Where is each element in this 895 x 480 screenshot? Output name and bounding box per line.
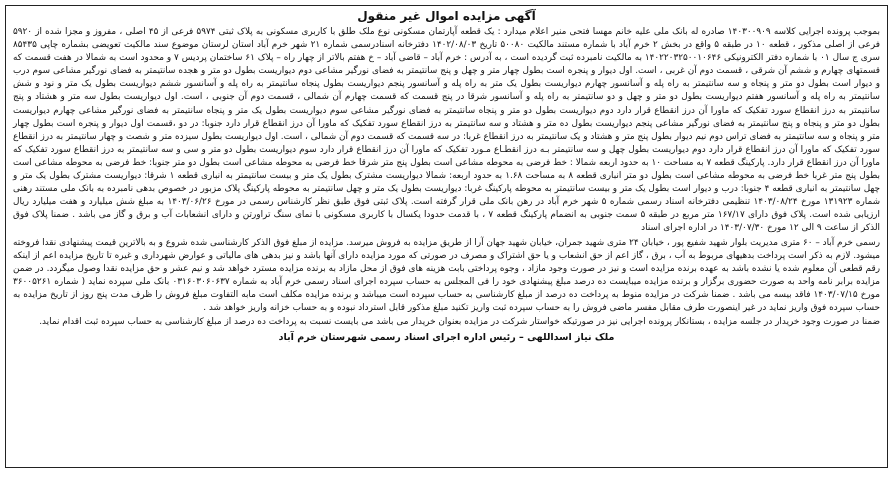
- auction-notice: [5, 5, 888, 468]
- notice-signature: ملک نیاز اسداللهی – رئیس اداره اجرای اسناد رسمی شهرستان خرم آباد: [278, 332, 615, 344]
- notice-paragraph-2: رسمی خرم آباد – ۶۰ متری مدیریت بلوار شهید شفیع پور ، خیابان ۲۴ متری شهید جمران، خیابان شهید جهان آرا از طریق مزایده به فروش میرسد. مزایده از مبلغ فوق الذکر کارشناسی شده شروع و به بالاترین قیمت پیشنهادی نقدا فروخته میشود. لازم به ذکر است پرداخت بدهیهای مربوط به آب ، برق ، گاز اعم از حق انشعاب و یا حق اشتراک و مصرف در صورتی که مورد مزایده دارای آنها باشد و نیز بدهی های مالیاتی و عوارض شهرداری و غیره تا تاریخ مزایده اعم از اینکه رقم قطعی آن معلوم شده یا نشده باشد به عهده برنده مزایده است و نیز در صورت وجود مازاد ، وجوه پرداختی بابت هزینه های فوق از محل مازاد به برنده مزایده مسترد خواهد شد و نیم عشر و حق مزایده نقدا وصول میگردد. در ضمن مزایده برابر نامه واحد به صورت حضوری برگزار و برنده مزایده میبایست ده درصد مبلغ پیشنهادی خود را فی المجلس به حساب سپرده اجرای اسناد رسمی خرم آباد به شماره ۰۳۱۶۰۳۰۶۰۶۳۷ بانک ملی سپرده نماید ( شماره ۳۶۰۰۵۲۶۱ مورخ ۱۴۰۳/۰۷/۱۵ فاقد بیسه می باشد . ضمنا شرکت در مزایده منوط به پرداخت ده درصد از مبلغ کارشناسی به حساب سپرده است میباشد و برنده مزایده مکلف است مابه التفاوت مبلغ فروش را ظرف مدت پنج روز از تاریخ مزایده به حساب سپرده فوق واریز نماید در غیر اینصورت طرف مقابل مفسر ماضی فروش را به حساب سپرده ثبت واریز تکنید مبلغ مذکور قابل استرداد نبوده و به حساب خزانه واریز خواهد شد .: [13, 237, 880, 313]
- notice-paragraph-1: بموجب پرونده اجرایی کلاسه ۱۴۰۳۰۰۹۰۹ صادره له بانک ملی علیه خانم مهسا فتحی منیر اعلام میدارد : یک قطعه آپارتمان مسکونی نوع ملک طلق با کاربری مسکونی به پلاک ثبتی ۵۹۷۴ فرعی از ۴۵ اصلی ، مفروز و مجزا شده از ۵۹۲۰ فرعی از اصلی مذکور ، قطعه ۱۰ در طبقه ۵ واقع در بخش ۲ خرم آباد با شماره مستند مالکیت ۵۰۰۸۰ تاریخ ۱۴۰۲/۰۸/۰۳ دفترخانه اسنادرسمی شماره ۲۱ شهر خرم آباد استان لرستان موضوع سند مالکیت تعویضی بشماره چاپی ۸۵۴۳۵ سری ج سال ۰۱ با شماره دفتر الکترونیکی ۱۴۰۲۲۰۳۲۵۰۰۱۰۶۴۶ به مالکیت نامبرده ثبت گردیده است ، به آدرس : خرم آباد – قاضی آباد – خ هفتم بالاتر از چهار راه – پلاک ۶۱ ساختمان پردیس ۷ و محدود است به شمالا در هفت قسمت که قسمتهای چهارم و ششم آن شرقی ، قسمت دوم آن غربی ، است. اول دیوار و پنجره است بطول چهار متر و چهل و پنج سانتیمتر به فضای نورگیر مشاعی دوم دیواریست بطول دو متر و هجده سانتیمتر به فضای نورگیر مشاعی سوم درب و دیوار است بطول دو متر و پنجاه و سه سانتیمتر به راه پله و آسانسور چهارم دیواریست بطول یک متر به راه پله و آسانسور پنجم دیواریست بطول پنجاه سانتیمتر به راه پله و آسانسور ششم دیواریست بطول یک متر و نود و شش سانتیمتر به راه پله و آسانسور هفتم دیواریست بطول دو متر و چهل و دو سانتیمتر به راه پله و آسانسور شرقا در پنج قسمت که قسمت چهارم آن شمالی ، قسمت دوم آن جنوبی ، است. اول دیواریست بطول سه متر و هشتاد و پنج سانتیمتر به درز انقطاع سورد تفکیک که ماورا آن درز انقطاع قرار دارد دوم دیواریست بطول دو متر و پنجاه سانتیمتر به فضای نورگیر مشاعی سوم دیواریست بطول یک متر و پنجاه سانتیمتر به فضای نورگیر مشاعی چهارم دیواریست بطول دو متر و پنجاه و پنج سانتیمتر به فضای نورگیر مشاعی پنجم دیواریست بطول ده متر و هشتاد و سه سانتیمتر به درز انقطاع سورد تفکیک که ماورا آن درز انقطاع قرار دارد جنوبا: در دو ،قسمت اول دیوار و پنجره است بطول چهار متر و پنجاه و سه سانتیمتر به فضای تراس دوم نیم دیوار بطول پنج متر و هشتاد و یک سانتیمتر به درز انقطاع غربا: در سه قسمت که قسمت دوم آن شمالی ، است. اول دیواریست بطول سیزده متر و شصت و چهار سانتیمتر به درز انقطاع سورد تفکیک که ماورا آن درز انقطاع قرار دارد دوم دیواریست بطول چهل و سه سانتیمتر بـه درز انقطـاع مـورد تفکیک که ماورا آن درز انقطاع قرار دارد سوم دیواریست بطول دو متر و سی و سه سانتیمتر به درز انقطاع سورد تفکیک که ماورا آن درز انقطاع قرار دارد. پارکینگ قطعه ۷ به مساحت ۱۰ به حدود اربعه شمالا : خط فرضی به محوطه مشاعی است بطول پنج متر شرقا خط فرضی به محوطه مشاعی است بطول دو متر جنوبا: خط فرضی به محوطه مشاعی است بطول پنج متر غربا خط فرضی به محوطه مشاعی است بطول دو متر انباری قطعه ۸ به مساحت ۱.۶۸ به حدود اربعه: شمالا دیواریست مشترک بطول یک متر و بیست سانتیمتر به انباری قطعه ۱ شرقا: دیواریست مشترک بطول یک متر و چهل سانتیمتر به انباری قطعه ۴ جنوبا: درب و دیوار است بطول یک متر و بیست سانتیمتر به محوطه پارکینگ غربا: دیواریست بطول یک متر و چهل سانتیمتر به محوطه پارکینگ پلاک مزبور در خصوص بدهی نامبرده به بانک ملی مستند رهنی شماره ۱۳۱۹۲۳ مورخ ۱۴۰۳/۰۸/۲۴ تنظیمی دفترخانه اسناد رسمی شماره ۵ شهر خرم آباد در رهن بانک ملی قرار گرفته است. پلاک ثبتی فوق طبق نظر کارشناس رسمی در مورخ ۱۴۰۳/۰۶/۲۶ به مبلغ شش میلیارد و هفت میلیارد ریال ارزیابی شده است. پلاک فوق دارای ۱۶۷/۱۷ متر مربع در طبقه ۵ سمت جنوبی به انضمام پارکینگ قطعه ۷ ، با قدمت حدودا یکسال با کاربری مسکونی با نمای سنگ تراورتن و دارای انشعابات آب و برق و گاز می باشد . ضمنا پلاک فوق الذکر از ساعت ۹ الی ۱۲ مورخ ۱۴۰۳/۰۷/۳۰ در اداره اجرای اسناد: [13, 27, 881, 234]
- notice-title: آگهی مزایده اموال غیر منقول: [357, 9, 536, 23]
- notice-paragraph-3: ضمنا در صورت وجود خریدار در جلسه مزایده ، بستانکار پرونده اجرایی نیز در صورتیکه خواستار شرکت در مزایده بعنوان خریدار می باشد می بایست نسبت به پرداخت ده درصد از مبلغ کارشناسی به حساب سپرده ثبت اقدام نماید.: [39, 317, 880, 328]
